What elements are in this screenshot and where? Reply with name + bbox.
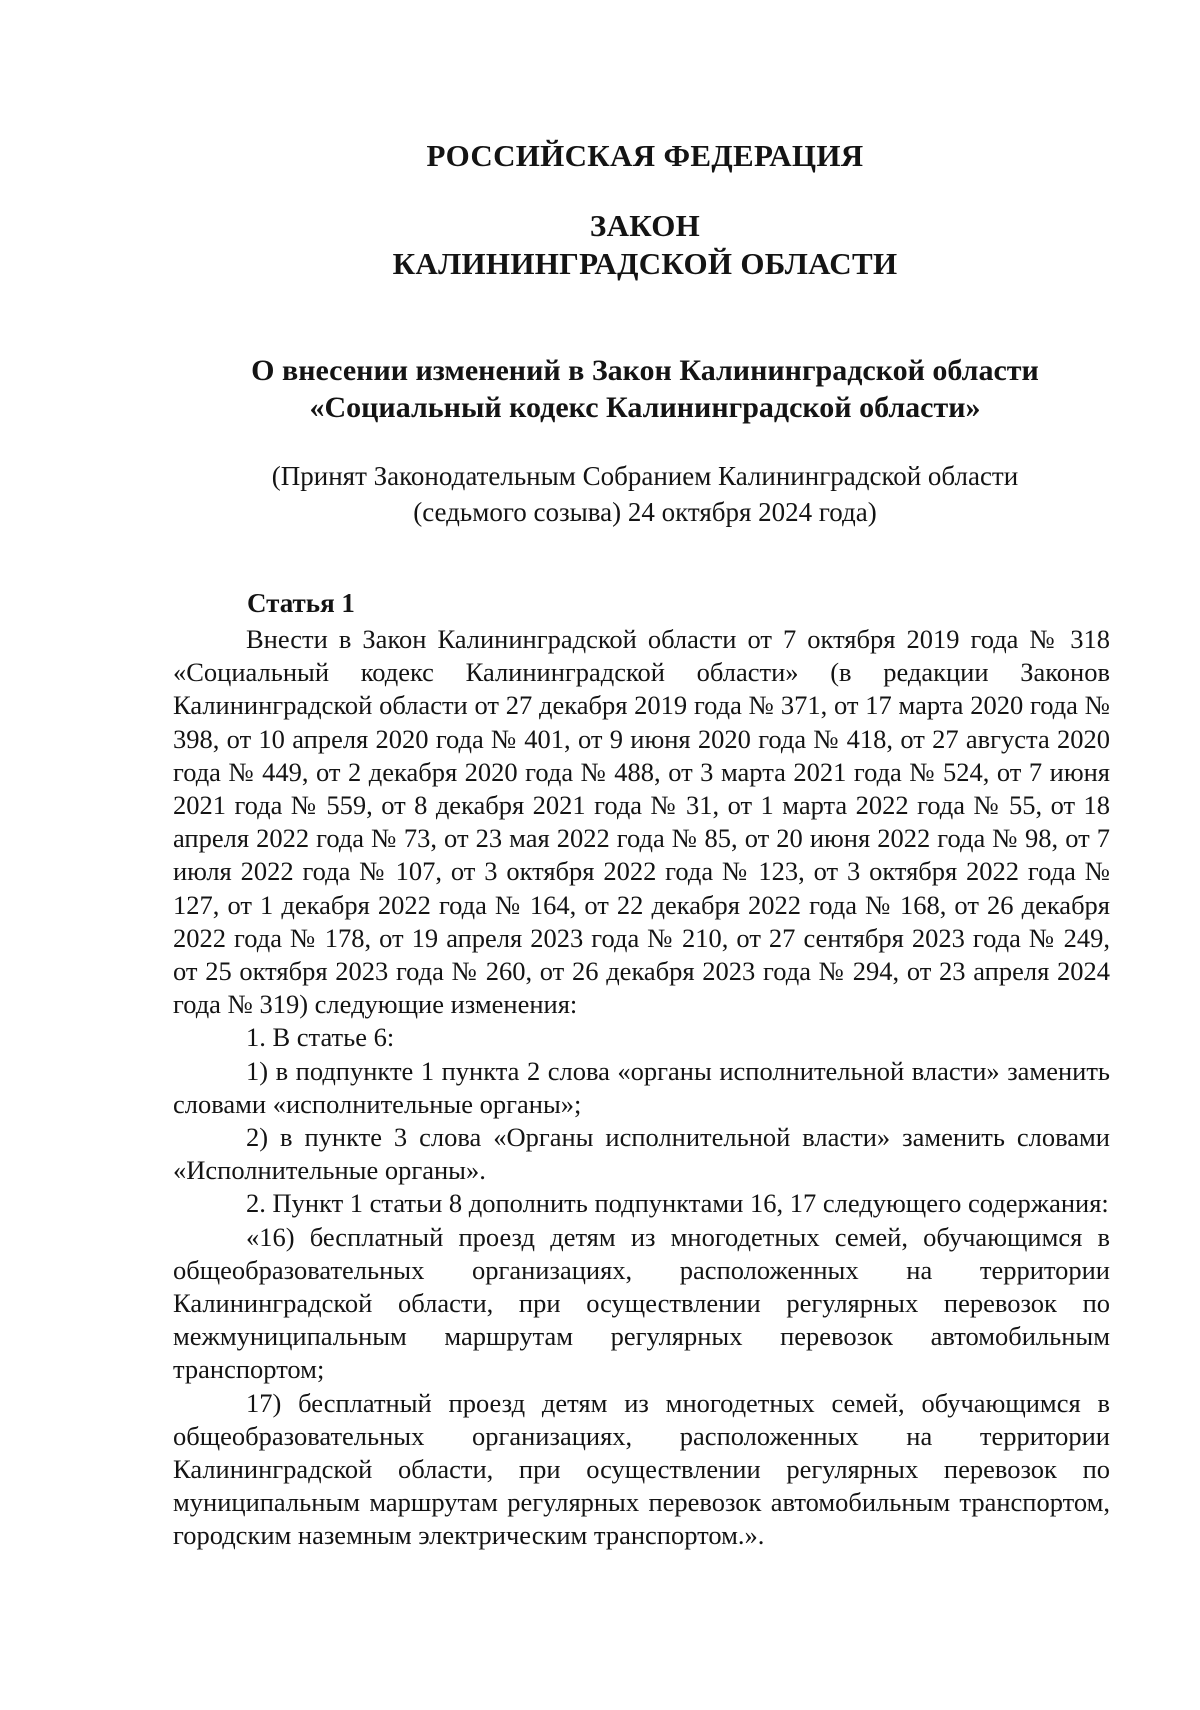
article-paragraph: Внести в Закон Калининградской области от 7 октября 2019 года № 318 «Социальный кодекс Калининградской области» (в редакции Законов Калининградской области от 27 декабря 2019 года № 371, от 17 марта 2020 года № 398, от 10 апреля 2020 года № 401, от 9 июня 2020 года № 418, от 27 августа 2020 года № 449, от 2 декабря 2020 года № 488, от 3 марта 2021 года № 524, от 7 июня 2021 года № 559, от 8 декабря 2021 года № 31, от 1 марта 2022 года № 55, от 18 апреля 2022 года № 73, от 23 мая 2022 года № 85, от 20 июня 2022 года № 98, от 7 июля 2022 года № 107, от 3 октября 2022 года № 123, от 3 октября 2022 года № 127, от 1 декабря 2022 года № 164, от 22 декабря 2022 года № 168, от 26 декабря 2022 года № 178, от 19 апреля 2023 года № 210, от 27 сентября 2023 года № 249, от 25 октября 2023 года № 260, от 26 декабря 2023 года № 294, от 23 апреля 2024 года № 319) следующие изменения: [173,624,1110,1020]
article-paragraph: 2. Пункт 1 статьи 8 дополнить подпунктами 16, 17 следующего содержания: [246,1188,1109,1219]
article-paragraph: 17) бесплатный проезд детям из многодетных семей, обучающимся в общеобразовательных организациях, расположенных на территории Калининградской области, при осуществлении регулярных перевозок по муниципальным маршрутам регулярных перевозок автомобильным транспортом, городским наземным электрическим транспортом.». [173,1387,1110,1551]
adoption-note-line2: (седьмого созыва) 24 октября 2024 года) [413,497,877,527]
adoption-note [0,458,1200,530]
country-heading: РОССИЙСКАЯ ФЕДЕРАЦИЯ [426,138,864,173]
article-heading: Статья 1 [247,588,355,618]
law-title-line2: «Социальный кодекс Калининградской области» [309,391,981,424]
law-title [0,352,1200,426]
adoption-note-line1: (Принят Законодательным Собранием Калининградской области [271,461,1019,491]
article-paragraph: 1. В статье 6: [246,1022,395,1053]
law-heading-line2: КАЛИНИНГРАДСКОЙ ОБЛАСТИ [392,246,898,281]
article-paragraph: 1) в подпункте 1 пункта 2 слова «органы исполнительной власти» заменить словами «исполнительные органы»; [173,1055,1110,1119]
law-title-line1: О внесении изменений в Закон Калининградской области [251,354,1039,387]
article-body [173,590,1110,1553]
article-paragraph: 2) в пункте 3 слова «Органы исполнительной власти» заменить словами «Исполнительные органы». [173,1122,1110,1186]
law-heading [0,207,1200,283]
article-heading-spacer [173,590,1110,623]
article-paragraph: «16) бесплатный проезд детям из многодетных семей, обучающимся в общеобразовательных организациях, расположенных на территории Калининградской области, при осуществлении регулярных перевозок по межмуниципальным маршрутам регулярных перевозок автомобильным транспортом; [173,1221,1110,1385]
law-heading-line1: ЗАКОН [589,208,701,243]
